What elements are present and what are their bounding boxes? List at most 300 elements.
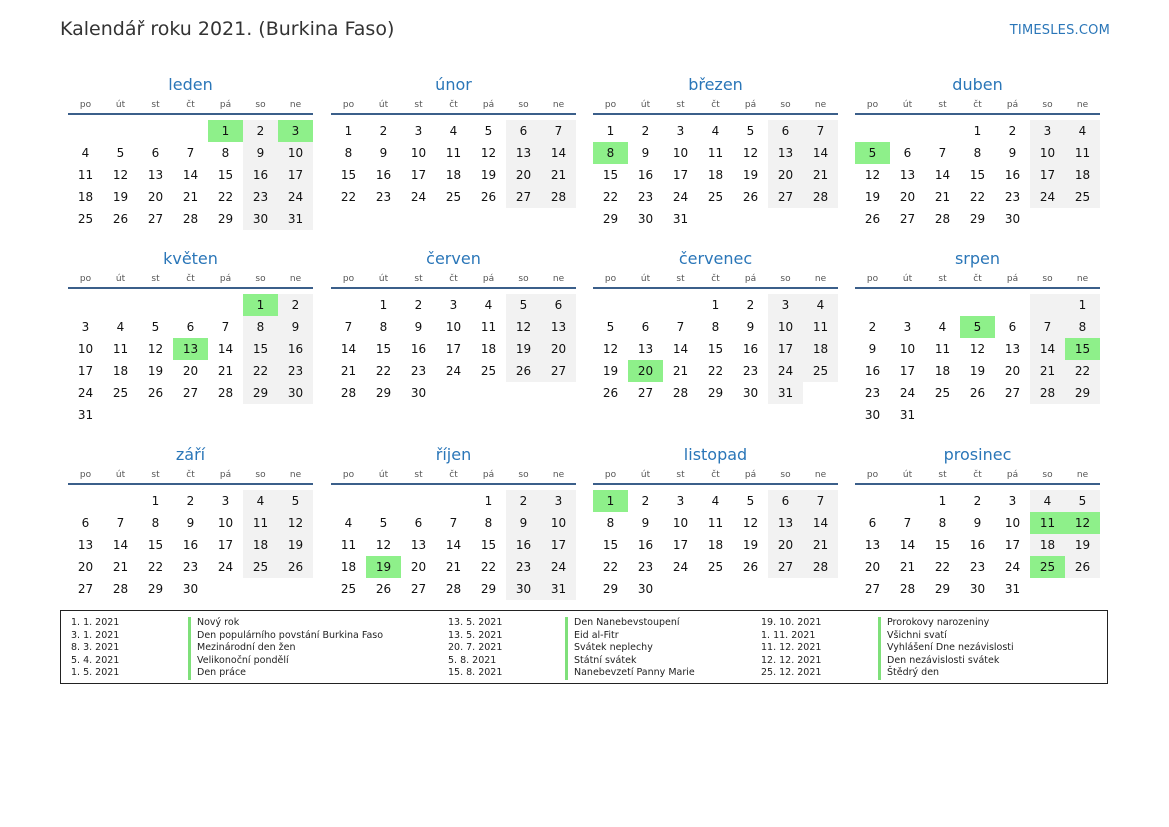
day-cell: 17 — [672, 538, 689, 552]
day-cell: 19 — [864, 190, 881, 204]
day-cell: 18 — [340, 560, 357, 574]
empty-cell — [663, 294, 698, 316]
month-grid — [68, 272, 313, 426]
day-cell: 13 — [637, 342, 654, 356]
day-cell: 20 — [864, 560, 881, 574]
day-cell: 5 — [484, 124, 493, 138]
day-cell: 20 — [410, 560, 427, 574]
day-cell: 24 — [278, 186, 313, 208]
day-cell: 22 — [707, 364, 724, 378]
day-cell: 15 — [707, 342, 724, 356]
day-cell: 19 — [278, 534, 313, 556]
day-cell: 13 — [768, 512, 803, 534]
day-cell: 29 — [969, 212, 986, 226]
weekday-header: st — [401, 272, 436, 289]
empty-cell — [103, 490, 138, 512]
day-cell: 18 — [934, 364, 951, 378]
day-cell: 25 — [243, 556, 278, 578]
empty-cell — [1065, 578, 1100, 600]
day-cell: 11 — [934, 342, 951, 356]
day-cell: 7 — [676, 320, 685, 334]
weekday-header: čt — [960, 272, 995, 289]
month-5 — [68, 246, 313, 426]
day-cell: 29 — [707, 386, 724, 400]
day-cell: 24 — [672, 560, 689, 574]
day-cell: 14 — [182, 168, 199, 182]
day-cell: 6 — [868, 516, 877, 530]
weekday-header: st — [925, 98, 960, 115]
holiday-name: Nový rok — [188, 617, 239, 630]
holiday-date: 5. 4. 2021 — [71, 654, 120, 666]
weekday-header: čt — [173, 98, 208, 115]
site-link[interactable]: TIMESLES.COM — [1009, 23, 1110, 38]
day-cell: 16 — [969, 538, 986, 552]
day-cell: 1 — [606, 124, 615, 138]
day-cell: 6 — [641, 320, 650, 334]
empty-cell — [173, 294, 208, 316]
weekday-header: pá — [471, 468, 506, 485]
day-cell: 19 — [742, 538, 759, 552]
day-cell: 15 — [602, 168, 619, 182]
month-10 — [331, 442, 576, 600]
weekday-header: út — [103, 272, 138, 289]
day-cell: 25 — [707, 190, 724, 204]
day-cell: 28 — [803, 556, 838, 578]
month-name: srpen — [954, 249, 1001, 268]
day-cell: 26 — [506, 360, 541, 382]
weekday-header: čt — [436, 468, 471, 485]
day-cell: 6 — [81, 516, 90, 530]
day-cell: 2 — [379, 124, 388, 138]
day-cell: 21 — [445, 560, 462, 574]
day-cell: 5 — [855, 142, 890, 164]
day-cell: 24 — [77, 386, 94, 400]
day-cell: 21 — [803, 534, 838, 556]
holiday-row — [71, 667, 383, 680]
month-grid — [855, 272, 1100, 426]
day-cell: 28 — [934, 212, 951, 226]
month-2 — [331, 72, 576, 208]
day-cell: 6 — [1008, 320, 1017, 334]
day-cell: 5 — [606, 320, 615, 334]
day-cell: 7 — [221, 320, 230, 334]
empty-cell — [331, 490, 366, 512]
empty-cell — [243, 578, 278, 600]
day-cell: 9 — [414, 320, 423, 334]
holiday-row — [761, 630, 1014, 643]
day-cell: 15 — [217, 168, 234, 182]
day-cell: 26 — [742, 560, 759, 574]
day-cell: 8 — [938, 516, 947, 530]
day-cell: 24 — [1030, 186, 1065, 208]
day-cell: 17 — [541, 534, 576, 556]
day-cell: 3 — [81, 320, 90, 334]
day-cell: 15 — [243, 338, 278, 360]
day-cell: 22 — [375, 364, 392, 378]
holiday-row — [448, 667, 695, 680]
month-9 — [68, 442, 313, 600]
day-cell: 20 — [628, 360, 663, 382]
day-cell: 2 — [641, 494, 650, 508]
day-cell: 26 — [969, 386, 986, 400]
empty-cell — [1065, 208, 1100, 230]
empty-cell — [278, 404, 313, 426]
day-cell: 30 — [864, 408, 881, 422]
day-cell: 2 — [243, 120, 278, 142]
day-cell: 30 — [969, 582, 986, 596]
day-cell: 29 — [602, 212, 619, 226]
weekday-header: so — [243, 98, 278, 115]
empty-cell — [541, 382, 576, 404]
day-cell: 28 — [541, 186, 576, 208]
day-cell: 17 — [672, 168, 689, 182]
month-grid — [68, 468, 313, 600]
day-cell: 24 — [768, 360, 803, 382]
empty-cell — [960, 294, 995, 316]
day-cell: 25 — [934, 386, 951, 400]
empty-cell — [173, 404, 208, 426]
day-cell: 20 — [77, 560, 94, 574]
weekday-header: st — [401, 468, 436, 485]
day-cell: 30 — [182, 582, 199, 596]
weekday-header: st — [663, 272, 698, 289]
weekday-header: pá — [208, 98, 243, 115]
weekday-header: po — [331, 272, 366, 289]
day-cell: 22 — [934, 560, 951, 574]
weekday-header: čt — [960, 468, 995, 485]
day-cell: 19 — [1065, 534, 1100, 556]
day-cell: 4 — [803, 294, 838, 316]
weekday-header: st — [138, 272, 173, 289]
day-cell: 28 — [340, 386, 357, 400]
empty-cell — [436, 490, 471, 512]
weekday-header: čt — [698, 98, 733, 115]
day-cell: 18 — [1065, 164, 1100, 186]
month-3 — [593, 72, 838, 230]
day-cell: 4 — [1065, 120, 1100, 142]
day-cell: 18 — [707, 538, 724, 552]
day-cell: 6 — [414, 516, 423, 530]
day-cell: 12 — [1065, 512, 1100, 534]
day-cell: 20 — [147, 190, 164, 204]
day-cell: 21 — [541, 164, 576, 186]
day-cell: 24 — [899, 386, 916, 400]
empty-cell — [436, 382, 471, 404]
day-cell: 20 — [899, 190, 916, 204]
day-cell: 8 — [379, 320, 388, 334]
day-cell: 6 — [768, 120, 803, 142]
day-cell: 23 — [742, 364, 759, 378]
empty-cell — [1030, 404, 1065, 426]
holiday-date: 13. 5. 2021 — [448, 629, 503, 641]
holiday-date: 11. 12. 2021 — [761, 642, 822, 653]
day-cell: 22 — [969, 190, 986, 204]
day-cell: 19 — [147, 364, 164, 378]
empty-cell — [663, 578, 698, 600]
day-cell: 23 — [375, 190, 392, 204]
day-cell: 16 — [182, 538, 199, 552]
holiday-name: Vyhlášení Dne nezávislosti — [878, 642, 1014, 655]
weekday-header: ne — [1065, 468, 1100, 485]
day-cell: 23 — [182, 560, 199, 574]
day-cell: 27 — [768, 556, 803, 578]
day-cell: 3 — [541, 490, 576, 512]
day-cell: 18 — [480, 342, 497, 356]
holiday-row — [761, 642, 1014, 655]
holiday-row — [71, 630, 383, 643]
empty-cell — [733, 578, 768, 600]
day-cell: 17 — [217, 538, 234, 552]
day-cell: 11 — [480, 320, 497, 334]
day-cell: 29 — [480, 582, 497, 596]
day-cell: 4 — [711, 124, 720, 138]
weekday-header: ne — [278, 468, 313, 485]
day-cell: 23 — [637, 560, 654, 574]
day-cell: 3 — [768, 294, 803, 316]
day-cell: 6 — [151, 146, 160, 160]
empty-cell — [925, 294, 960, 316]
day-cell: 23 — [1004, 190, 1021, 204]
weekday-header: ne — [803, 272, 838, 289]
empty-cell — [925, 404, 960, 426]
day-cell: 11 — [77, 168, 94, 182]
day-cell: 11 — [707, 146, 724, 160]
day-cell: 14 — [112, 538, 129, 552]
day-cell: 24 — [672, 190, 689, 204]
day-cell: 20 — [1004, 364, 1021, 378]
weekday-header: st — [925, 468, 960, 485]
day-cell: 24 — [217, 560, 234, 574]
empty-cell — [208, 294, 243, 316]
weekday-header: so — [506, 272, 541, 289]
day-cell: 2 — [186, 494, 195, 508]
weekday-header: po — [68, 98, 103, 115]
day-cell: 5 — [960, 316, 995, 338]
day-cell: 10 — [410, 146, 427, 160]
day-cell: 15 — [602, 538, 619, 552]
day-cell: 7 — [344, 320, 353, 334]
day-cell: 16 — [375, 168, 392, 182]
day-cell: 20 — [541, 338, 576, 360]
day-cell: 6 — [541, 294, 576, 316]
day-cell: 16 — [506, 534, 541, 556]
day-cell: 31 — [899, 408, 916, 422]
weekday-header: út — [366, 468, 401, 485]
day-cell: 28 — [803, 186, 838, 208]
day-cell: 8 — [221, 146, 230, 160]
empty-cell — [855, 120, 890, 142]
day-cell: 12 — [742, 146, 759, 160]
day-cell: 18 — [445, 168, 462, 182]
day-cell: 20 — [506, 164, 541, 186]
day-cell: 1 — [711, 298, 720, 312]
day-cell: 25 — [1030, 556, 1065, 578]
day-cell: 4 — [81, 146, 90, 160]
holiday-name: Prorokovy narozeniny — [878, 617, 989, 630]
day-cell: 4 — [243, 490, 278, 512]
day-cell: 24 — [445, 364, 462, 378]
day-cell: 11 — [243, 512, 278, 534]
month-grid — [331, 98, 576, 208]
day-cell: 19 — [480, 168, 497, 182]
day-cell: 8 — [973, 146, 982, 160]
weekday-header: po — [68, 468, 103, 485]
day-cell: 22 — [147, 560, 164, 574]
day-cell: 4 — [449, 124, 458, 138]
holiday-date: 25. 12. 2021 — [761, 667, 822, 678]
weekday-header: st — [663, 98, 698, 115]
holiday-row — [448, 655, 695, 668]
day-cell: 3 — [278, 120, 313, 142]
day-cell: 29 — [243, 382, 278, 404]
weekday-header: pá — [733, 98, 768, 115]
empty-cell — [1030, 208, 1065, 230]
day-cell: 18 — [112, 364, 129, 378]
day-cell: 26 — [480, 190, 497, 204]
day-cell: 5 — [151, 320, 160, 334]
month-name: prosinec — [943, 445, 1012, 464]
day-cell: 16 — [864, 364, 881, 378]
day-cell: 30 — [742, 386, 759, 400]
weekday-header: so — [506, 468, 541, 485]
empty-cell — [173, 120, 208, 142]
day-cell: 15 — [375, 342, 392, 356]
holiday-date: 3. 1. 2021 — [71, 629, 120, 641]
empty-cell — [1065, 404, 1100, 426]
day-cell: 12 — [864, 168, 881, 182]
day-cell: 26 — [742, 190, 759, 204]
day-cell: 22 — [217, 190, 234, 204]
month-4 — [855, 72, 1100, 230]
day-cell: 1 — [151, 494, 160, 508]
holiday-date: 15. 8. 2021 — [448, 667, 503, 678]
day-cell: 30 — [506, 578, 541, 600]
month-name: červen — [426, 249, 481, 268]
day-cell: 5 — [278, 490, 313, 512]
day-cell: 18 — [1030, 534, 1065, 556]
weekday-header: st — [401, 98, 436, 115]
day-cell: 2 — [746, 298, 755, 312]
weekday-header: so — [768, 272, 803, 289]
day-cell: 10 — [672, 516, 689, 530]
holiday-row — [448, 630, 695, 643]
day-cell: 3 — [414, 124, 423, 138]
day-cell: 22 — [340, 190, 357, 204]
day-cell: 15 — [147, 538, 164, 552]
day-cell: 7 — [938, 146, 947, 160]
day-cell: 3 — [1030, 120, 1065, 142]
weekday-header: ne — [1065, 272, 1100, 289]
day-cell: 17 — [768, 338, 803, 360]
holiday-row — [71, 617, 383, 630]
weekday-header: so — [1030, 272, 1065, 289]
day-cell: 22 — [243, 360, 278, 382]
day-cell: 17 — [278, 164, 313, 186]
month-grid — [331, 272, 576, 404]
day-cell: 30 — [243, 208, 278, 230]
weekday-header: po — [593, 98, 628, 115]
weekday-header: pá — [471, 272, 506, 289]
weekday-header: so — [506, 98, 541, 115]
day-cell: 21 — [182, 190, 199, 204]
day-cell: 16 — [1004, 168, 1021, 182]
day-cell: 14 — [445, 538, 462, 552]
day-cell: 14 — [803, 142, 838, 164]
day-cell: 8 — [151, 516, 160, 530]
holiday-date: 1. 1. 2021 — [71, 617, 120, 628]
day-cell: 14 — [672, 342, 689, 356]
holiday-list — [60, 610, 1108, 684]
day-cell: 19 — [506, 338, 541, 360]
empty-cell — [68, 120, 103, 142]
month-12 — [855, 442, 1100, 600]
empty-cell — [803, 208, 838, 230]
day-cell: 29 — [147, 582, 164, 596]
day-cell: 25 — [112, 386, 129, 400]
month-8 — [855, 246, 1100, 426]
day-cell: 22 — [1065, 360, 1100, 382]
empty-cell — [855, 294, 890, 316]
day-cell: 8 — [1065, 316, 1100, 338]
holiday-date: 8. 3. 2021 — [71, 642, 120, 653]
day-cell: 11 — [112, 342, 129, 356]
day-cell: 9 — [973, 516, 982, 530]
day-cell: 21 — [217, 364, 234, 378]
day-cell: 20 — [768, 534, 803, 556]
month-name: únor — [435, 75, 472, 94]
day-cell: 30 — [410, 386, 427, 400]
weekday-header: pá — [995, 272, 1030, 289]
day-cell: 16 — [637, 538, 654, 552]
day-cell: 1 — [484, 494, 493, 508]
month-6 — [331, 246, 576, 404]
day-cell: 2 — [868, 320, 877, 334]
day-cell: 10 — [672, 146, 689, 160]
weekday-header: út — [890, 98, 925, 115]
day-cell: 2 — [278, 294, 313, 316]
day-cell: 9 — [868, 342, 877, 356]
day-cell: 13 — [506, 142, 541, 164]
day-cell: 18 — [77, 190, 94, 204]
day-cell: 30 — [1004, 212, 1021, 226]
day-cell: 11 — [707, 516, 724, 530]
day-cell: 23 — [410, 364, 427, 378]
day-cell: 8 — [711, 320, 720, 334]
weekday-header: ne — [541, 272, 576, 289]
day-cell: 27 — [147, 212, 164, 226]
weekday-header: ne — [278, 98, 313, 115]
day-cell: 24 — [1004, 560, 1021, 574]
day-cell: 3 — [676, 124, 685, 138]
day-cell: 8 — [606, 516, 615, 530]
day-cell: 4 — [1030, 490, 1065, 512]
day-cell: 28 — [217, 386, 234, 400]
holiday-name: Státní svátek — [565, 655, 636, 668]
day-cell: 29 — [217, 212, 234, 226]
weekday-header: ne — [803, 468, 838, 485]
day-cell: 9 — [1008, 146, 1017, 160]
weekday-header: čt — [698, 272, 733, 289]
weekday-header: po — [68, 272, 103, 289]
weekday-header: st — [138, 468, 173, 485]
weekday-header: út — [890, 468, 925, 485]
day-cell: 12 — [742, 516, 759, 530]
day-cell: 13 — [864, 538, 881, 552]
day-cell: 9 — [278, 316, 313, 338]
day-cell: 31 — [768, 382, 803, 404]
weekday-header: po — [593, 468, 628, 485]
weekday-header: so — [768, 468, 803, 485]
